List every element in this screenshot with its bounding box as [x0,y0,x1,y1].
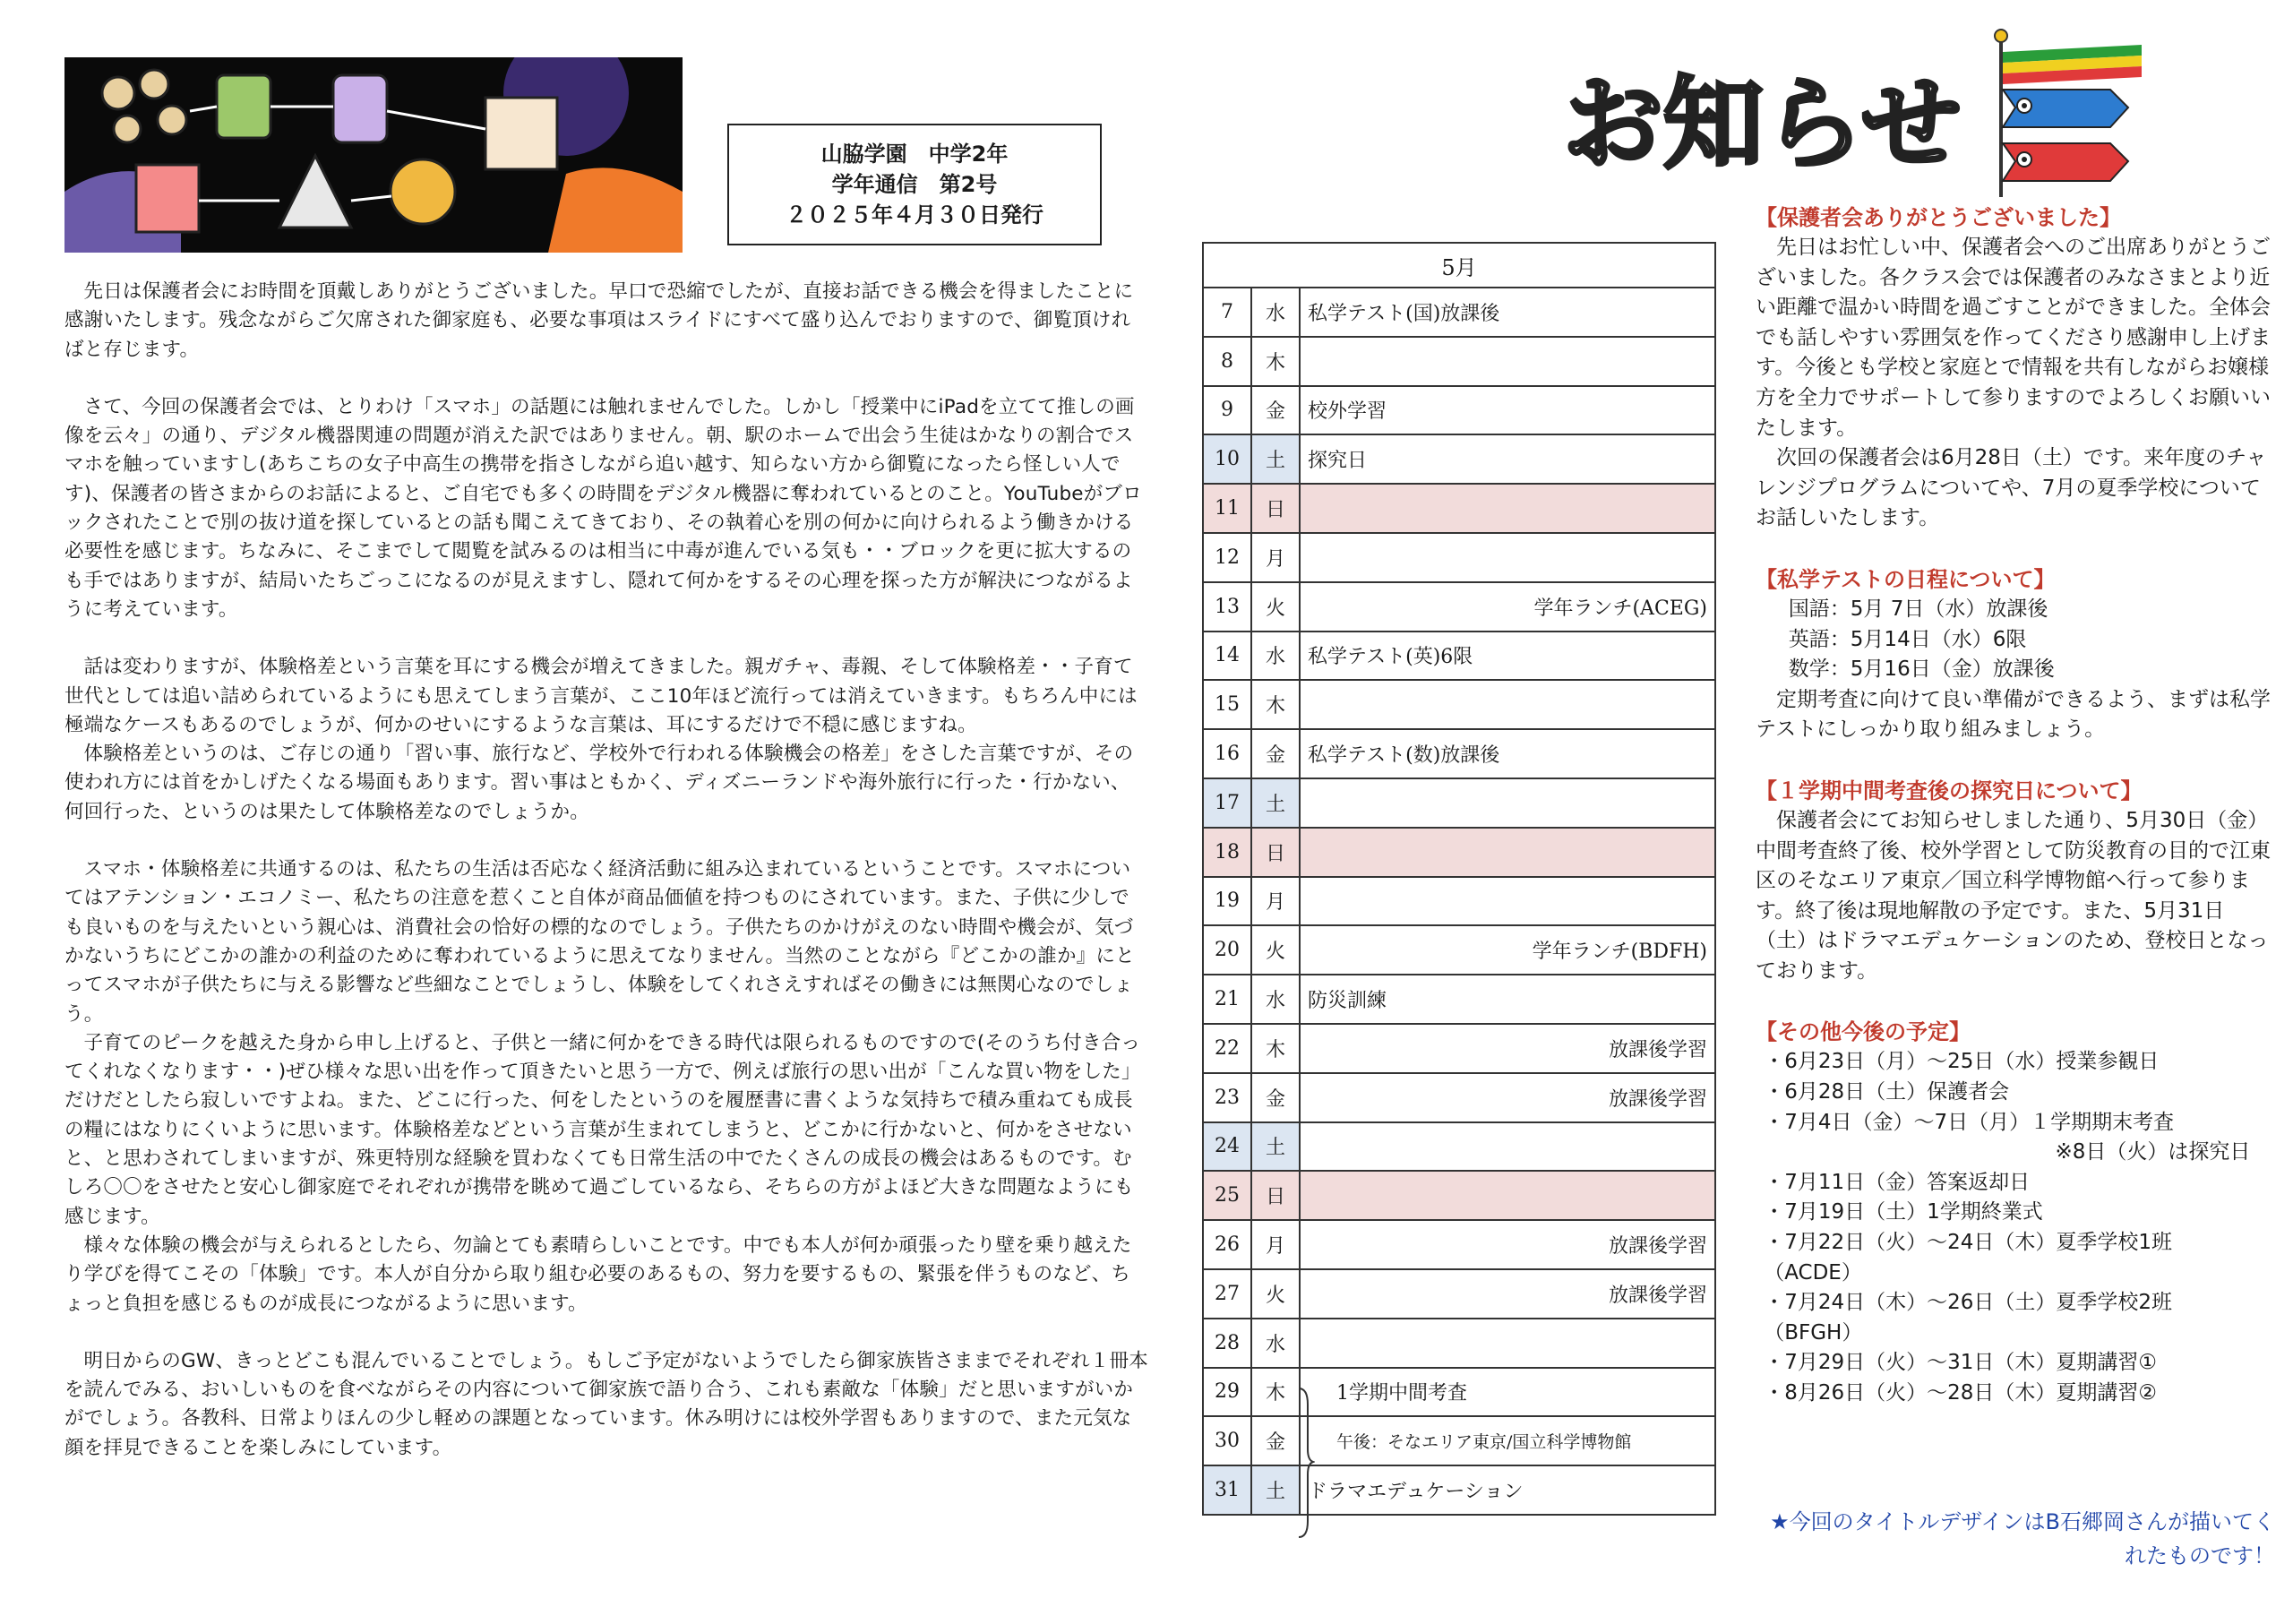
pta-thanks-section [1756,202,2275,534]
schedule-item: ・6月28日（土）保護者会 [1764,1080,2010,1104]
calendar-event [1300,680,1715,729]
calendar-day: 27 [1203,1269,1251,1319]
calendar-weekday: 日 [1251,484,1300,533]
pta-heading: 【保護者会ありがとうございました】 [1756,205,2121,230]
calendar-row [1203,1220,1715,1269]
calendar-event [1300,533,1715,582]
calendar-day: 28 [1203,1319,1251,1368]
calendar-row [1203,434,1715,484]
calendar-event [1300,877,1715,926]
calendar-row [1203,288,1715,337]
calendar-day: 18 [1203,828,1251,877]
calendar-row [1203,484,1715,533]
calendar-weekday: 金 [1251,1073,1300,1122]
schedule-item-group: （BFGH） [1764,1320,1863,1345]
letter-paragraph: 話は変わりますが、体験格差という言葉を耳にする機会が増えてきました。親ガチャ、毒親、そして体験格差・・子育て世代としては追い詰められているようにも思えてしまう言葉が、ここ10年ほど流行っては消えていきます。もちろん中には極端なケースもあるのでしょうが、何かのせいにするような言葉は、耳にするだけで不穏に感じますね。 [64,656,1138,736]
calendar-row [1203,632,1715,681]
calendar-event: 学年ランチ(ACEG) [1300,582,1715,632]
notice-title-art [1563,64,1975,181]
calendar-row [1203,828,1715,877]
paragraph-gap [64,1319,1148,1347]
calendar-event: 午後：そなエリア東京/国立科学博物館 [1300,1416,1715,1465]
letter-paragraph: 子育てのピークを越えた身から申し上げると、子供と一緒に何かをできる時代は限られるものですので(そのうち付き合ってくれなくなります・・)ぜひ様々な思い出を作って頂きたいと思う一方で、例えば旅行の思い出が「こんな買い物をした」だけだとしたら寂しいですよね。また、どこに行った、何をしたというのを履歴書に書くような気持ちで積み重ねても成長の糧にはなりにくいように思います。体験格差などという言葉が生まれてしまうと、どこかに行かないと、何かをさせないと、と思わされてしまいますが、殊更特別な経験を買わなくても日常生活の中でたくさんの成長の機会はあるものです。むしろ〇〇をさせたと安心し御家庭でそれぞれが携帯を眺めて過ごしているなら、そちらの方がよほど大きな問題なようにも感じます。 [64,1031,1141,1228]
schedule-item: ・6月23日（月）～25日（水）授業参観日 [1764,1050,2160,1074]
calendar-day: 22 [1203,1024,1251,1073]
calendar-day: 9 [1203,386,1251,435]
calendar-day: 13 [1203,582,1251,632]
letter-paragraph: 先日は保護者会にお時間を頂戴しありがとうございました。早口で恐縮でしたが、直接お話できる機会を得ましたことに感謝いたします。残念ながらご欠席された御家庭も、必要な事項はスライドにすべて盛り込んでおりますので、御覧頂ければと存じます。 [64,280,1134,361]
calendar-weekday: 月 [1251,533,1300,582]
schedule-heading: 【その他今後の予定】 [1756,1019,1971,1045]
paragraph-gap [64,624,1148,653]
newsletter-header-box [727,124,1102,245]
schedule-item: ・7月29日（火）～31日（木）夏期講習① [1764,1351,2157,1375]
tests-note: 定期考査に向けて良い準備ができるよう、まずは私学テストにしっかり取り組みましょう。 [1756,687,2271,742]
calendar-day: 19 [1203,877,1251,926]
calendar-event: 放課後学習 [1300,1073,1715,1122]
calendar-weekday: 水 [1251,1319,1300,1368]
calendar-event: 私学テスト(英)6限 [1300,632,1715,681]
calendar-row [1203,729,1715,778]
calendar-row [1203,877,1715,926]
calendar-event [1300,1122,1715,1172]
calendar-weekday: 土 [1251,1122,1300,1172]
letter-paragraph: さて、今回の保護者会では、とりわけ「スマホ」の話題には触れませんでした。しかし「授業中にiPadを立てて推しの画像を云々」の通り、デジタル機器関連の問題が消えた訳ではありません。朝、駅のホームで出会う生徒はかなりの割合でスマホを触っていますし(あちこちの女子中高生の携帯を指さしながら追い越す、知らない方から御覧になったら怪しい人です)、保護者の皆さまからのお話によると、ご自宅でも多くの時間をデジタル機器に奪われているとのこと。YouTubeがブロックされたことで別の抜け道を探しているとの話も聞こえてきており、その執着心を別の何かに向けられるよう働きかける必要性を感じます。ちなみに、そこまでして閲覧を試みるのは相当に中毒が進んでいる気も・・ブロックを更に拡大するのも手ではありますが、結局いたちごっこになるのが見えますし、隠れて何かをするその心理を探った方が解決につながるように考えています。 [64,395,1142,621]
notices-column [1756,202,2275,1409]
calendar-row [1203,1073,1715,1122]
calendar-day: 23 [1203,1073,1251,1122]
calendar-event [1300,1171,1715,1220]
calendar-event: 放課後学習 [1300,1220,1715,1269]
calendar-event [1300,484,1715,533]
inquiry-day-section [1756,776,2275,987]
calendar-day: 29 [1203,1368,1251,1417]
calendar-row [1203,582,1715,632]
calendar-event: 校外学習 [1300,386,1715,435]
paragraph-gap [64,827,1148,855]
calendar-event: 探究日 [1300,434,1715,484]
calendar-day: 8 [1203,337,1251,386]
calendar-weekday: 木 [1251,1368,1300,1417]
schedule-item: ・7月19日（土）1学期終業式 [1764,1200,2043,1224]
calendar-row [1203,975,1715,1024]
koinobori-icon [1994,27,2146,197]
calendar-weekday: 日 [1251,1171,1300,1220]
calendar-weekday: 水 [1251,632,1300,681]
pta-para-2: 次回の保護者会は6月28日（土）です。来年度のチャレンジプログラムについてや、7月の夏季学校についてお話しいたします。 [1756,446,2267,530]
calendar-weekday: 金 [1251,1416,1300,1465]
calendar-event [1300,1319,1715,1368]
calendar-row [1203,533,1715,582]
calendar-weekday: 火 [1251,582,1300,632]
issue-number: 学年通信 第2号 [831,172,998,197]
test-line-japanese: 国語：5月 7日（水）放課後 [1788,597,2048,621]
letter-paragraph: 体験格差というのは、ご存じの通り「習い事、旅行など、学校外で行われる体験機会の格差」をさした言葉ですが、その使われ方には首をかしげたくなる場面もあります。習い事はともかく、ディズニーランドや海外旅行に行った・行かない、何回行った、というのは果たして体験格差なのでしょうか。 [64,743,1134,823]
calendar-weekday: 土 [1251,778,1300,828]
calendar-row [1203,1269,1715,1319]
calendar-weekday: 木 [1251,1024,1300,1073]
calendar-weekday: 木 [1251,680,1300,729]
calendar-row [1203,1319,1715,1368]
tests-heading: 【私学テストの日程について】 [1756,566,2056,592]
calendar-weekday: 金 [1251,386,1300,435]
calendar-day: 25 [1203,1171,1251,1220]
upcoming-schedule-section [1756,1017,2275,1408]
calendar-weekday: 日 [1251,828,1300,877]
calendar-row [1203,925,1715,975]
test-line-math: 数学：5月16日（金）放課後 [1788,657,2055,682]
school-grade: 山脇学園 中学2年 [820,142,1009,167]
calendar-event: 防災訓練 [1300,975,1715,1024]
calendar-weekday: 水 [1251,288,1300,337]
schedule-item: ・7月24日（木）～26日（土）夏季学校2班 [1764,1291,2172,1315]
banner-tagline: フィワード [602,227,673,244]
calendar-row [1203,386,1715,435]
calendar-day: 24 [1203,1122,1251,1172]
calendar-weekday: 月 [1251,1220,1300,1269]
inquiry-heading: 【１学期中間考査後の探究日について】 [1756,778,2143,803]
calendar-row [1203,1024,1715,1073]
calendar-event: 放課後学習 [1300,1269,1715,1319]
letter-paragraph: 様々な体験の機会が与えられるとしたら、勿論とても素晴らしいことです。中でも本人が何か頑張ったり壁を乗り越えたり学びを得てこその「体験」です。本人が自分から取り組む必要のあるもの、努力を要するもの、緊張を伴うものなど、ちょっと負担を感じるものが成長につながるように思います。 [64,1233,1132,1315]
calendar-day: 30 [1203,1416,1251,1465]
calendar-row [1203,1416,1715,1465]
calendar-day: 7 [1203,288,1251,337]
calendar-weekday: 月 [1251,877,1300,926]
calendar-weekday: 水 [1251,975,1300,1024]
inquiry-para: 保護者会にてお知らせしました通り、5月30日（金）中間考査終了後、校外学習として防災教育の目的で江東区のそなエリア東京／国立科学博物館へ行って参ります。終了後は現地解散の予定です。また、5月31日（土）はドラマエデュケーションのため、登校日となっております。 [1756,808,2271,983]
calendar-event: 学年ランチ(BDFH) [1300,925,1715,975]
calendar-row [1203,1122,1715,1172]
calendar-day: 26 [1203,1220,1251,1269]
calendar-weekday: 土 [1251,1465,1300,1515]
calendar-day: 15 [1203,680,1251,729]
calendar-day: 31 [1203,1465,1251,1515]
calendar-row [1203,1465,1715,1515]
calendar-month: 5月 [1203,243,1715,288]
calendar-day: 10 [1203,434,1251,484]
calendar-row [1203,778,1715,828]
notice-title-text: お知らせ [1563,66,1962,181]
calendar-event: ドラマエデュケーション [1300,1465,1715,1515]
calendar-day: 12 [1203,533,1251,582]
may-calendar [1202,242,1716,1516]
calendar-event: 放課後学習 [1300,1024,1715,1073]
title-design-credit: ★今回のタイトルデザインはB石郷岡さんが描いてくれたものです！ [1770,1509,2275,1568]
calendar-event [1300,778,1715,828]
test-schedule-section [1756,564,2275,745]
calendar-weekday: 木 [1251,337,1300,386]
schedule-item: ・7月11日（金）答案返却日 [1764,1170,2031,1194]
calendar-day: 14 [1203,632,1251,681]
letter-paragraph: 明日からのGW、きっとどこも混んでいることでしょう。もしご予定がないようでしたら御家族皆さままでそれぞれ１冊本を読んでみる、おいしいものを食べながらその内容について御家族で語り合う、これも素敵な「体験」だと思いますがいかがでしょう。各教科、日常よりほんの少し軽めの課題となっています。休み明けには校外学習もありますので、また元気な顔を拝見できることを楽しみにしています。 [64,1349,1148,1459]
calendar-day: 11 [1203,484,1251,533]
schedule-item: ・8月26日（火）～28日（木）夏期講習② [1764,1381,2157,1405]
calendar-day: 21 [1203,975,1251,1024]
test-line-english: 英語：5月14日（水）6限 [1788,627,2027,651]
schedule-item: ・7月4日（金）～7日（月）１学期期末考査 [1764,1110,2175,1134]
calendar-weekday: 火 [1251,925,1300,975]
calendar-day: 17 [1203,778,1251,828]
calendar-weekday: 土 [1251,434,1300,484]
calendar-row [1203,337,1715,386]
calendar-weekday: 金 [1251,729,1300,778]
issue-date: ２０２５年４月３０日発行 [786,202,1043,228]
schedule-item-note: ※8日（火）は探究日 [2055,1140,2251,1164]
letter-paragraph: スマホ・体験格差に共通するのは、私たちの生活は否応なく経済活動に組み込まれているということです。スマホについてはアテンション・エコノミー、私たちの注意を惹くこと自体が商品価値を持つものにされています。また、子供に少しでも良いものを与えたいという親心は、消費社会の恰好の標的なのでしょう。子供たちのかけがえのない時間や機会が、気づかないうちにどこかの誰かの利益のために奪われているように思えてなりません。当然のことながら『どこかの誰か』にとってスマホが子供たちに与える影響など些細なことでしょうし、体験をしてくれさえすればその働きには無関心なのでしょう。 [64,858,1135,1026]
teacher-letter [64,278,1148,1463]
calendar-event: 1学期中間考査 [1300,1368,1715,1417]
calendar-event: 私学テスト(数)放課後 [1300,729,1715,778]
paragraph-gap [64,365,1148,393]
title-banner-art [64,57,683,253]
pta-para-1: 先日はお忙しい中、保護者会へのご出席ありがとうございました。各クラス会では保護者のみなさまとより近い距離で温かい時間を過ごすことができました。全体会でも話しやすい雰囲気を作ってくださり感謝申し上げます。今後とも学校と家庭とで情報を共有しながらお嬢様方を全力でサポートして参りますのでよろしくお願いいたします。 [1756,236,2271,440]
calendar-event [1300,828,1715,877]
calendar-event: 私学テスト(国)放課後 [1300,288,1715,337]
schedule-item: ・7月22日（火）～24日（木）夏季学校1班 [1764,1231,2172,1255]
calendar-day: 20 [1203,925,1251,975]
schedule-item-group: （ACDE） [1764,1260,1862,1285]
exam-brace-icon [1297,1387,1315,1539]
calendar-row [1203,1171,1715,1220]
calendar-event [1300,337,1715,386]
calendar-row [1203,1368,1715,1417]
calendar-weekday: 火 [1251,1269,1300,1319]
calendar-day: 16 [1203,729,1251,778]
calendar-row [1203,680,1715,729]
